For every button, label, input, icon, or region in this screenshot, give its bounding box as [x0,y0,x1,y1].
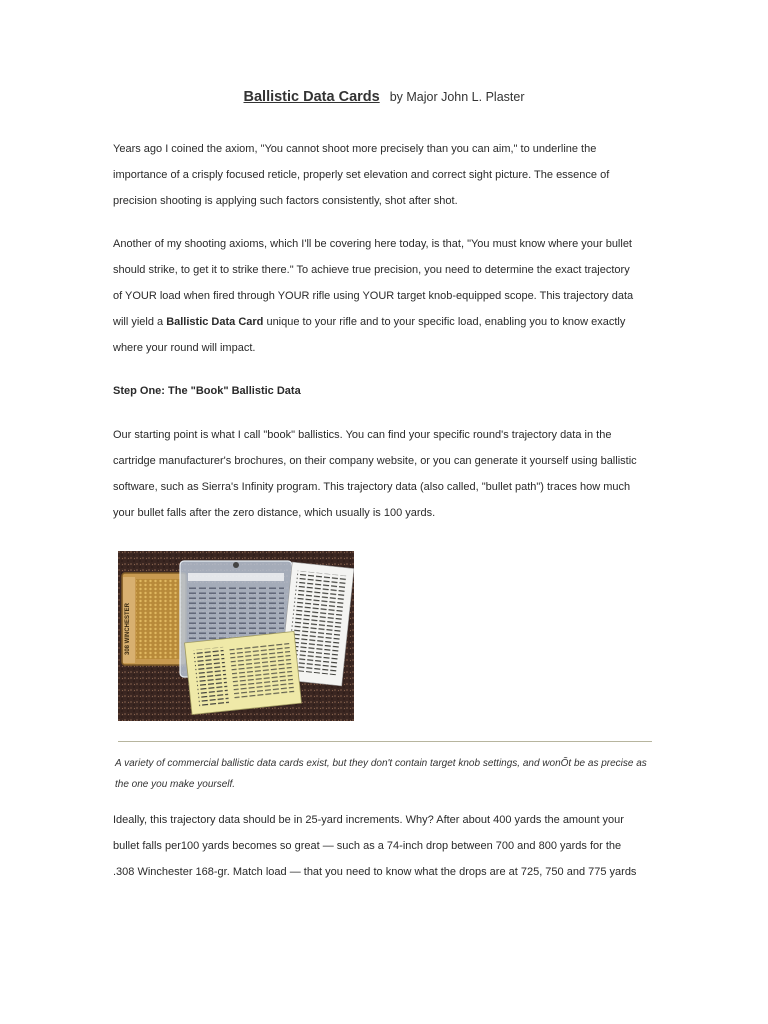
caption-line: A variety of commercial ballistic data cards exist, but they don't contain target knob settings, and wonÕt be as precise as [115,758,647,769]
text-line: importance of a crisply focused reticle, properly set elevation and correct sight picture. The essence of [113,169,610,181]
text-fragment: unique to your rifle and to your specific load, enabling you to know exactly [263,316,626,328]
text-line: precision shooting is applying such factors consistently, shot after shot. [113,195,458,207]
yellow-data-card [185,631,302,714]
caption-divider [118,741,652,742]
bold-term: Ballistic Data Card [166,316,264,328]
paragraph-increments [113,807,658,885]
text-line: Years ago I coined the axiom, "You cannot shoot more precisely than you can aim," to underline the [113,143,597,155]
text-line: .308 Winchester 168-gr. Match load — that you need to know what the drops are at 725, 750 and 775 yards [113,866,637,878]
photo-caption [115,753,660,795]
text-line: Another of my shooting axioms, which I'll be covering here today, is that, "You must know where your bullet [113,238,632,250]
text-line: your bullet falls after the zero distance, which usually is 100 yards. [113,507,436,519]
ammo-box [122,573,186,665]
text-line: software, such as Sierra's Infinity program. This trajectory data (also called, "bullet path") traces how much [113,481,631,493]
paragraph-book-ballistics [113,422,658,526]
text-line: should strike, to get it to strike there." To achieve true precision, you need to determine the exact trajectory [113,264,630,276]
text-line: bullet falls per100 yards becomes so great — such as a 74-inch drop between 700 and 800 yards for the [113,840,622,852]
text-line: where your round will impact. [113,342,256,354]
ammo-box-label: 308 WINCHESTER [125,602,131,655]
text-line: cartridge manufacturer's brochures, on their company website, or you can generate it yourself using ballistic [113,455,637,467]
paragraph-axioms [113,231,658,361]
paragraph-intro [113,136,658,214]
text-line [113,309,658,335]
photo-illustration [118,551,354,721]
ballistic-cards-photo [118,551,354,721]
text-line: of YOUR load when fired through YOUR rifle using YOUR target knob-equipped scope. This trajectory data [113,290,634,302]
section-heading-step-one: Step One: The "Book" Ballistic Data [113,385,301,397]
text-fragment: will yield a [113,316,167,328]
text-line: Our starting point is what I call "book" ballistics. You can find your specific round's trajectory data in the [113,429,612,441]
title-row [0,88,768,106]
article-title: Ballistic Data Cards [243,89,380,105]
caption-line: the one you make yourself. [115,779,236,790]
text-line: Ideally, this trajectory data should be in 25-yard increments. Why? After about 400 yards the amount your [113,814,624,826]
author-byline: by Major John L. Plaster [389,90,525,104]
